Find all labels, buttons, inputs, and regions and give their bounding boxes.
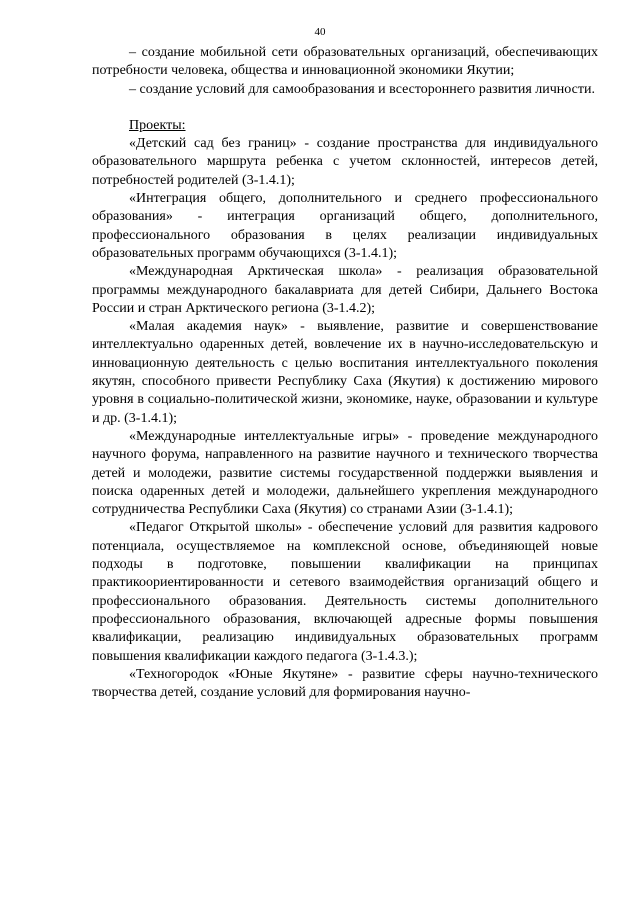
projects-heading <box>92 117 598 135</box>
list-item-self-education: – создание условий для самообразования и всестороннего развития личности. <box>129 81 595 97</box>
project-arctic-school: «Международная Арктическая школа» - реализация образовательной программы международного бакалавриата для детей Сибири, Дальнего Востока России и стран Арктического региона (3-1.4.2); <box>92 264 598 316</box>
project-academy-of-sciences: «Малая академия наук» - выявление, развитие и совершенствование интеллектуально одаренных детей, вовлечение их в научно-исследовательскую и инновационную деятельность с целью воспитания интеллектуального поколения якутян, способного привести Республику Саха (Якутия) к достижению мирового уровня в социально-политической жизни, экономике, науке, образовании и культуре и др. (3-1.4.1); <box>92 319 598 426</box>
projects-heading-text: Проекты: <box>129 117 186 133</box>
project-open-school-teacher: «Педагог Открытой школы» - обеспечение условий для развития кадрового потенциала, осуществляемое на комплексной основе, объединяющей новые подходы в подготовке, повышении квалификации на принципах практикоориентированности и сетевого взаимодействия организаций общего и профессионального образования. Деятельность системы дополнительного профессионального образования, включающей адресные формы повышения квалификации, реализацию индивидуальных образовательных программ повышения квалификации каждого педагога (3-1.4.3.); <box>92 520 598 664</box>
page-number: 40 <box>314 26 326 38</box>
project-kindergarten: «Детский сад без границ» - создание пространства для индивидуального образовательного маршрута ребенка с учетом склонностей, интересов детей, потребностей родителей (3-1.4.1); <box>92 136 598 188</box>
project-intellectual-games: «Международные интеллектуальные игры» - проведение международного научного форума, направленного на развитие научного и технического творчества детей и молодежи, развитие системы государственной поддержки выявления и поиска одаренных детей и молодежи, дальнейшего укрепления международного сотрудничества Республики Саха (Якутия) со странами Азии (3-1.4.1); <box>92 428 598 518</box>
project-techno-town: «Техногородок «Юные Якутяне» - развитие сферы научно-технического творчества детей, создание условий для формирования научно- <box>92 666 598 701</box>
project-integration: «Интеграция общего, дополнительного и среднего профессионального образования» - интеграция организаций общего, дополнительного, профессионального образования в целях реализации индивидуальных образовательных программ обучающихся (3-1.4.1); <box>92 191 598 261</box>
list-item-mobile-network: – создание мобильной сети образовательных организаций, обеспечивающих потребности человека, общества и инновационной экономики Якутии; <box>92 45 598 79</box>
page-content <box>92 44 598 702</box>
